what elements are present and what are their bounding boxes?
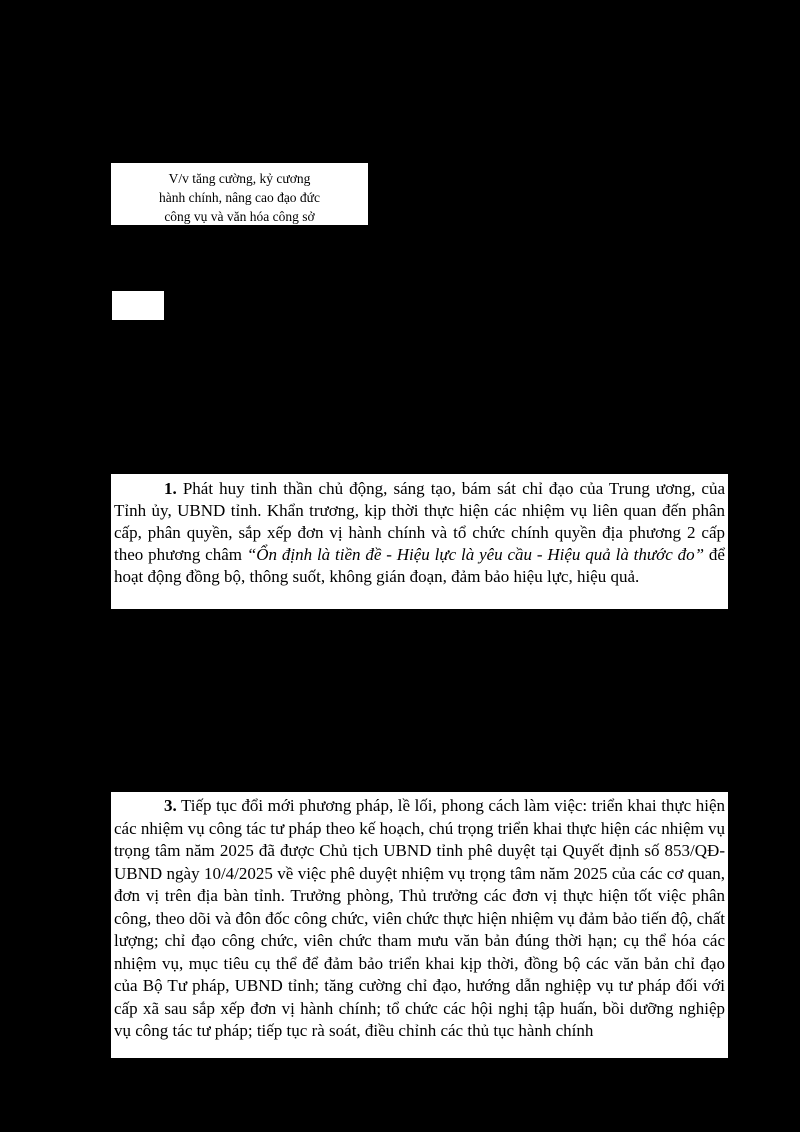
subject-line-2: hành chính, nâng cao đạo đức bbox=[158, 190, 320, 205]
paragraph-3-number: 3. bbox=[164, 796, 177, 815]
blank-label-box bbox=[112, 291, 164, 320]
subject-block bbox=[111, 163, 368, 225]
subject-line-1: V/v tăng cường, kỷ cương bbox=[168, 171, 311, 186]
paragraph-1-quote: “Ổn định là tiền đề - Hiệu lực là yêu cầu - Hiệu quả là thước đo” bbox=[246, 545, 705, 564]
subject-line-3: công vụ và văn hóa công sở bbox=[164, 209, 315, 224]
paragraph-1-text-before: Phát huy tinh thần chủ động, sáng tạo, bám sát chỉ đạo của Trung ương, của Tỉnh ủy, UBND tỉnh. Khẩn trương, kịp thời thực hiện các nhiệm vụ liên quan đến phân cấp, phân quyền, sắp xếp đơn vị hành chính và tổ chức chính quyền địa phương 2 cấp theo phương châm bbox=[114, 479, 725, 564]
paragraph-3 bbox=[114, 795, 725, 1043]
paragraph-1-block bbox=[111, 474, 728, 609]
paragraph-1 bbox=[114, 478, 725, 588]
paragraph-1-number: 1. bbox=[164, 479, 177, 498]
paragraph-1-text-after: để hoạt động đồng bộ, thông suốt, không gián đoạn, đảm bảo hiệu lực, hiệu quả. bbox=[114, 545, 725, 586]
paragraph-3-text: Tiếp tục đổi mới phương pháp, lề lối, phong cách làm việc: triển khai thực hiện các nhiệm vụ công tác tư pháp theo kế hoạch, chú trọng triển khai thực hiện các nhiệm vụ trọng tâm năm 2025 đã được Chủ tịch UBND tỉnh phê duyệt tại Quyết định số 853/QĐ-UBND ngày 10/4/2025 về việc phê duyệt nhiệm vụ trọng tâm năm 2025 của các cơ quan, đơn vị trên địa bàn tỉnh. Trưởng phòng, Thủ trưởng các đơn vị thực hiện tốt việc phân công, theo dõi và đôn đốc công chức, viên chức thực hiện nhiệm vụ đảm bảo tiến độ, chất lượng; chỉ đạo công chức, viên chức tham mưu văn bản đúng thời hạn; cụ thể hóa các nhiệm vụ, mục tiêu cụ thể để đảm bảo triển khai kịp thời, đồng bộ các văn bản chỉ đạo của Bộ Tư pháp, UBND tỉnh; tăng cường chỉ đạo, hướng dẫn nghiệp vụ tư pháp đối với cấp xã sau sắp xếp đơn vị hành chính; tổ chức các hội nghị tập huấn, bồi dưỡng nghiệp vụ công tác tư pháp; tiếp tục rà soát, điều chỉnh các thủ tục hành chính bbox=[114, 796, 725, 1040]
paragraph-3-block bbox=[111, 792, 728, 1058]
